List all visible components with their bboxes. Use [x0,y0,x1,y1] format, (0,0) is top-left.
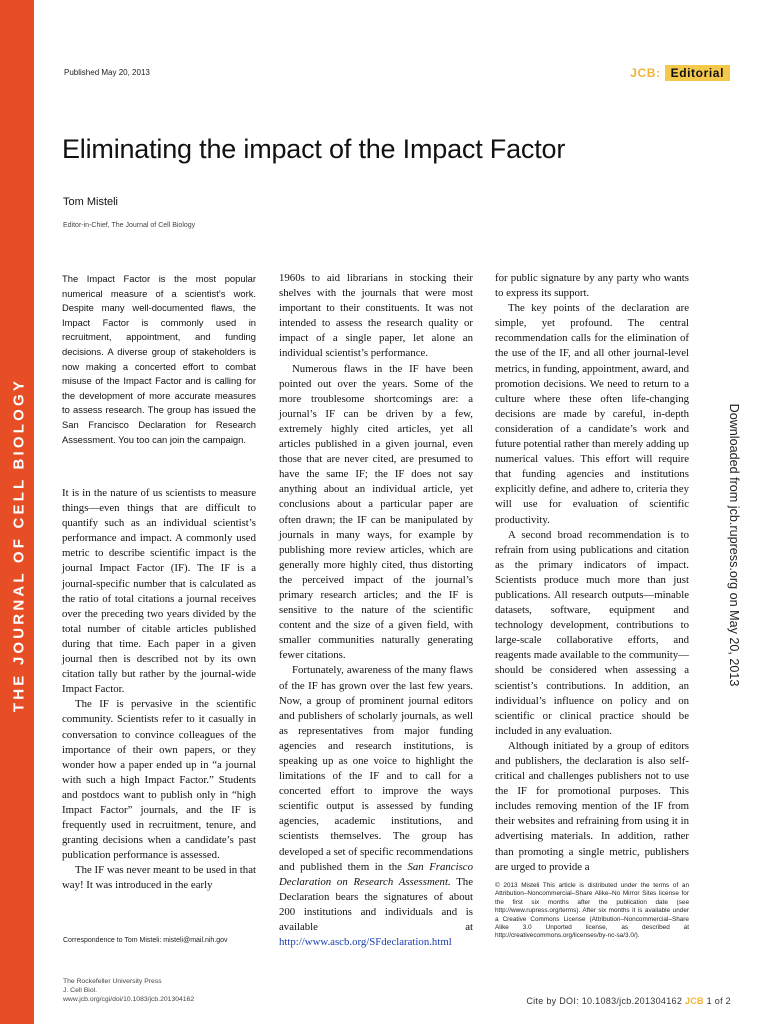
page-number: 1 of 2 [706,996,731,1006]
article-author: Tom Misteli [63,196,119,208]
download-stamp: Downloaded from jcb.rupress.org on May 20, 2013 [727,403,741,687]
published-date: Published May 20, 2013 [64,68,150,77]
declaration-title: San Francisco Declaration on Research Assessment. [279,860,473,888]
paragraph: Although initiated by a group of editors and publishers, the declaration is also self-critical and challenges publishers not to use the IF for promotional purposes. This includes removing mention of the IF from their websites and refraining from using it in advertising materials. In addition, rather than promoting a single metric, publishers are urged to provide a [495,739,689,873]
body-column-3 [495,271,689,875]
doi-url: www.jcb.org/cgi/doi/10.1083/jcb.201304162 [63,996,195,1003]
paragraph: It is in the nature of us scientists to measure things—even things that are difficult to quantify such as an individual scientist’s performance and impact. A commonly used metric to describe scientific impact is the journal Impact Factor (IF). The IF is a journal-specific number that is calculated as the ratio of total citations a journal receives over the preceding two years divided by the total number of citable articles published during that time. Each paper in a given journal then is described not by its own citation tally but rather by the journal-wide Impact Factor. [62,487,256,696]
section-brand [630,66,730,80]
paragraph: A second broad recommendation is to refrain from using publications and citation as the primary indicators of impact. Scientists produce much more than just publications. All research outputs—minable datasets, software, equipment and technology development, contributions to large-scale collaborative efforts, and reagents made available to the community—should be considered when assessing a scientist’s contributions. In addition, an individual’s influence on policy and on scientific or clinical practice should be included in any evaluation. [495,528,689,737]
cite-footer [526,996,731,1006]
paragraph-text: Fortunately, awareness of the many flaws of the IF has grown over the last few years. Now, a group of prominent journal editors and publishers of scholarly journals, as well as representatives from major funding agencies and research institutions, is speaking up as one voice to highlight the limitations of the IF and to call for a concerted effort to improve the ways scientific output is assessed by funding agencies, academic institutions, and scientists themselves. The group has developed a set of specific recommendations and published them in the [279,664,473,873]
paragraph [279,663,473,950]
paragraph: The IF is pervasive in the scientific community. Scientists refer to it casually in conversation to convince colleagues of the importance of their own papers, or they wonder how a paper ended up in “a journal with such a high Impact Factor.” Students and postdocs want to publish only in “high Impact Factor” journals, and the IF is frequently used in recruitment, tenure, and granting decisions when a candidate’s past publication performance is assessed. [62,698,256,862]
correspondence: Correspondence to Tom Misteli: misteli@mail.nih.gov [63,937,228,944]
paragraph: Numerous flaws in the IF have been pointed out over the years. Some of the more troublesome shortcomings are: a journal’s IF can be driven by a few, extremely highly cited articles, yet all articles published in a given journal, even those that are never cited, are presumed to have the same IF; the IF does not say anything about an individual article, yet conclusions about a particular paper are often drawn; the IF can be manipulated by journals in many ways, for example by publishing more review articles, which are generally more highly cited, thus distorting the perceived impact of the journal’s primary research articles; and the IF is sensitive to the nature of the scientific content and the size of a given field, with smaller communities naturally generating fewer citations. [279,362,473,662]
publisher-name: The Rockefeller University Press [63,978,162,985]
article-title: Eliminating the impact of the Impact Factor [62,134,566,164]
abstract: The Impact Factor is the most popular numerical measure of a scientist’s work. Despite many well-documented flaws, the Impact Factor is commonly used in recruitment, appointment, and funding decisions. A diverse group of stakeholders is now making a concerted effort to combat misuse of the Impact Factor and is calling for the development of more accurate measures to assess research. The group has issued the San Francisco Declaration for Research Assessment. You too can join the campaign. [62,273,256,445]
jcb-mark: JCB: [630,66,661,80]
section-label: Editorial [665,65,730,81]
journal-side-title: THE JOURNAL OF CELL BIOLOGY [10,377,28,713]
jcb-footer-mark: JCB [684,996,704,1006]
body-column-2 [279,271,473,950]
publisher-footer [63,977,194,1004]
declaration-link[interactable]: http://www.ascb.org/SFdeclaration.html [279,936,452,949]
author-affiliation: Editor-in-Chief, The Journal of Cell Biology [63,222,196,229]
paragraph: 1960s to aid librarians in stocking their shelves with the journals that were most important to their constituents. It was not intended to assess the research quality or impact of a single paper, let alone an individual scientist’s performance. [279,272,473,360]
paragraph-text: The Declaration bears the signatures of about 200 institutions and individuals and is available at [279,875,473,934]
journal-abbrev: J. Cell Biol. [63,987,97,994]
paragraph: The key points of the declaration are simple, yet profound. The central recommendation calls for the elimination of the use of the IF, and all other journal-level metrics, in funding, appointment, award, and promotion decisions. We need to return to a culture where these often life-changing decisions are made by careful, in-depth consideration of a candidate’s work and future potential rather than merely adding up numerical values. This effort will require that funding agencies and institutions explicitly define, and adhere to, criteria they will use for evaluation of scientific productivity. [495,302,689,526]
license-notice: © 2013 Misteli This article is distributed under the terms of an Attribution–Noncommercial–Share Alike–No Mirror Sites license for the first six months after the publication date (see http://www.rupress.org/terms). After six months it is available under a Creative Commons License (Attribution–Noncommercial–Share Alike 3.0 Unported license, as described at http://creativecommons.org/licenses/by-nc-sa/3.0/). [495,882,689,940]
paragraph: The IF was never meant to be used in that way! It was introduced in the early [62,864,256,892]
cite-doi: Cite by DOI: 10.1083/jcb.201304162 [526,996,683,1006]
body-column-1 [62,486,256,894]
paragraph: for public signature by any party who wants to express its support. [495,272,689,300]
